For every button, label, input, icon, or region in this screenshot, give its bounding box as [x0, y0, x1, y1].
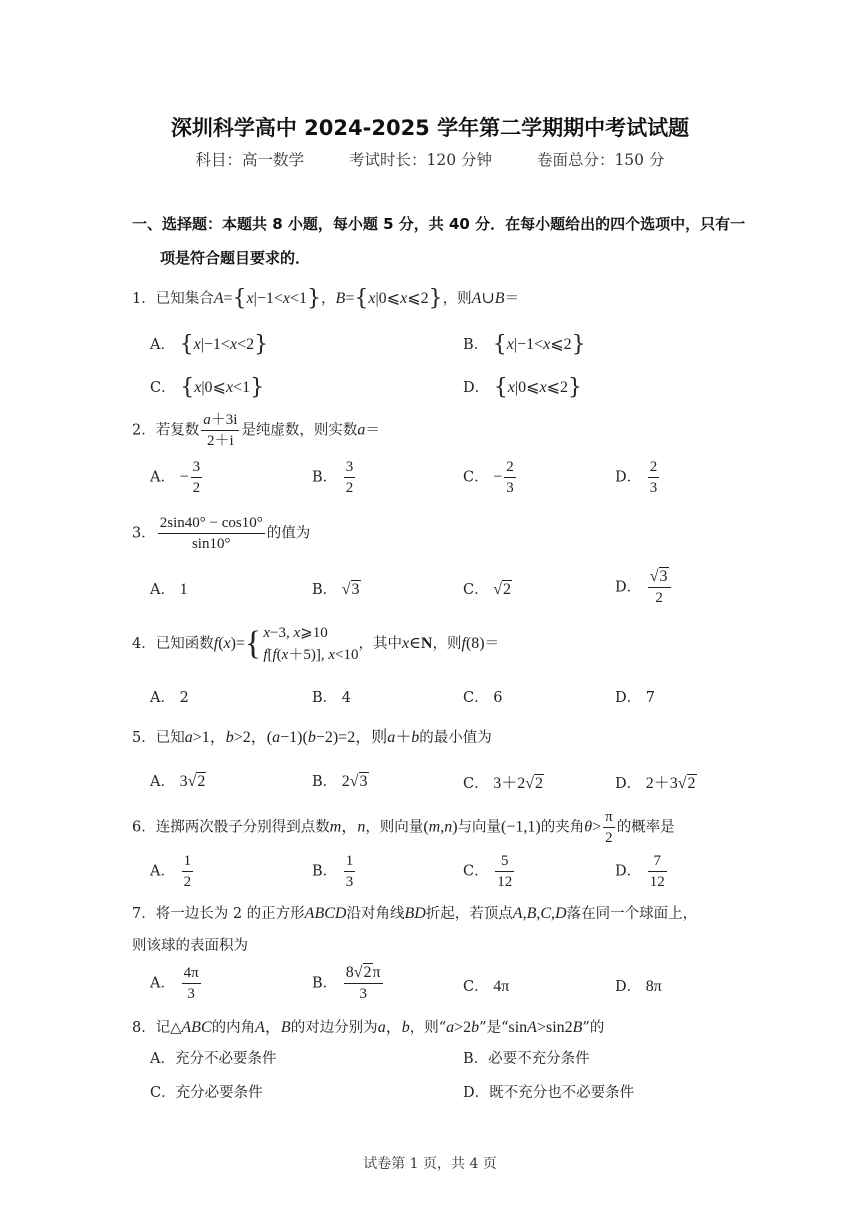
- section-heading-line1: 一、选择题：本题共 8 小题，每小题 5 分，共 40 分．在每小题给出的四个选项中，只有一: [132, 215, 746, 233]
- exam-duration: 考试时长：120 分钟: [348, 151, 492, 169]
- question-5: 5．已知a>1，b>2，(a−1)(b−2)=2，则a＋b的最小值为: [132, 729, 492, 746]
- q8-option-a[interactable]: A．充分不必要条件: [150, 1051, 277, 1067]
- question-6: 6．连掷两次骰子分别得到点数m，n，则向量(m,n)与向量(−1,1)的夹角θ> $\frac{\pi}{2}$ 的概率是: [132, 809, 675, 846]
- exam-total: 卷面总分：150 分: [536, 151, 665, 169]
- exam-info: [0, 148, 860, 170]
- q1-option-c[interactable]: C． {x|0⩽x<1}: [150, 375, 265, 400]
- exam-title: 深圳科学高中 2024-2025 学年第二学期期中考试试题: [170, 116, 690, 140]
- q8-option-d[interactable]: D．既不充分也不必要条件: [463, 1085, 635, 1101]
- q5-option-c[interactable]: C． 3＋2√2: [463, 775, 544, 792]
- q2-option-a[interactable]: A． − $\frac{3}{2}$: [150, 459, 201, 496]
- q1-option-a[interactable]: A． {x|−1<x<2}: [150, 332, 269, 357]
- q7-option-b[interactable]: B． $\frac{8√2\pi}{3}$: [312, 964, 381, 1002]
- question-7: 7．将一边长为 2 的正方形ABCD沿对角线BD折起，若顶点A,B,C,D落在同一个球面上，: [132, 905, 698, 922]
- q8-option-c[interactable]: C．充分必要条件: [150, 1085, 263, 1101]
- q5-option-d[interactable]: D． 2＋3√2: [615, 775, 696, 792]
- question-3: 3． $\frac{2\sin 40^\circ - \cos 10^\circ}{\sin 10^\circ}$ 的值为: [132, 515, 311, 552]
- question-1: 1．已知集合A={x|−1<x<1}，B={x|0⩽x⩽2}，则A∪B＝: [132, 286, 520, 311]
- q3-option-c[interactable]: C． √2: [463, 581, 511, 598]
- q4-option-a[interactable]: A． 2: [150, 690, 189, 706]
- question-8: 8．记△ABC的内角A，B的对边分别为a，b，则“a>2b”是“sinA>sin2B”的: [132, 1019, 605, 1036]
- section-heading-line2: 项是符合题目要求的．: [160, 249, 311, 267]
- question-2: 2．若复数 $\frac{a+3i}{2+i}$ 是纯虚数，则实数a＝: [132, 412, 380, 449]
- q1-option-d[interactable]: D． {x|0⩽x⩽2}: [463, 375, 582, 400]
- q6-option-a[interactable]: A． $\frac{1}{2}$: [150, 853, 192, 890]
- q5-option-a[interactable]: A． 3√2: [150, 773, 206, 790]
- q7-option-a[interactable]: A． $\frac{4\pi}{3}$: [150, 965, 199, 1002]
- q1-option-b[interactable]: B． {x|−1<x⩽2}: [463, 332, 586, 357]
- q3-option-a[interactable]: A． 1: [150, 581, 188, 598]
- q6-option-d[interactable]: D． $\frac{7}{12}$: [615, 853, 665, 890]
- q8-option-b[interactable]: B．必要不充分条件: [463, 1051, 590, 1067]
- q2-option-b[interactable]: B． $\frac{3}{2}$: [312, 459, 354, 496]
- q7-option-c[interactable]: C． 4π: [463, 978, 510, 995]
- q4-option-b[interactable]: B． 4: [312, 690, 351, 706]
- q2-option-d[interactable]: D． $\frac{2}{3}$: [615, 459, 658, 496]
- question-4: 4．已知函数f(x)={ x−3, x⩾10 f[f(x＋5)], x<10 ，其中x∈N，则f(8)＝: [132, 625, 500, 663]
- q6-option-c[interactable]: C． $\frac{5}{12}$: [463, 853, 513, 890]
- q4-option-c[interactable]: C． 6: [463, 690, 503, 706]
- q6-option-b[interactable]: B． $\frac{1}{3}$: [312, 853, 354, 890]
- q4-option-d[interactable]: D． 7: [615, 690, 655, 706]
- q3-option-b[interactable]: B． √3: [312, 581, 360, 598]
- q7-option-d[interactable]: D． 8π: [615, 978, 662, 995]
- q2-option-c[interactable]: C． − $\frac{2}{3}$: [463, 459, 514, 496]
- exam-subject: 科目：高一数学: [195, 151, 305, 169]
- q3-option-d[interactable]: D． $\frac{√3}{2}$: [615, 568, 673, 607]
- question-7-line2: 则该球的表面积为: [132, 938, 248, 954]
- q5-option-b[interactable]: B． 2√3: [312, 773, 368, 790]
- page-footer: 试卷第 1 页，共 4 页: [363, 1156, 497, 1172]
